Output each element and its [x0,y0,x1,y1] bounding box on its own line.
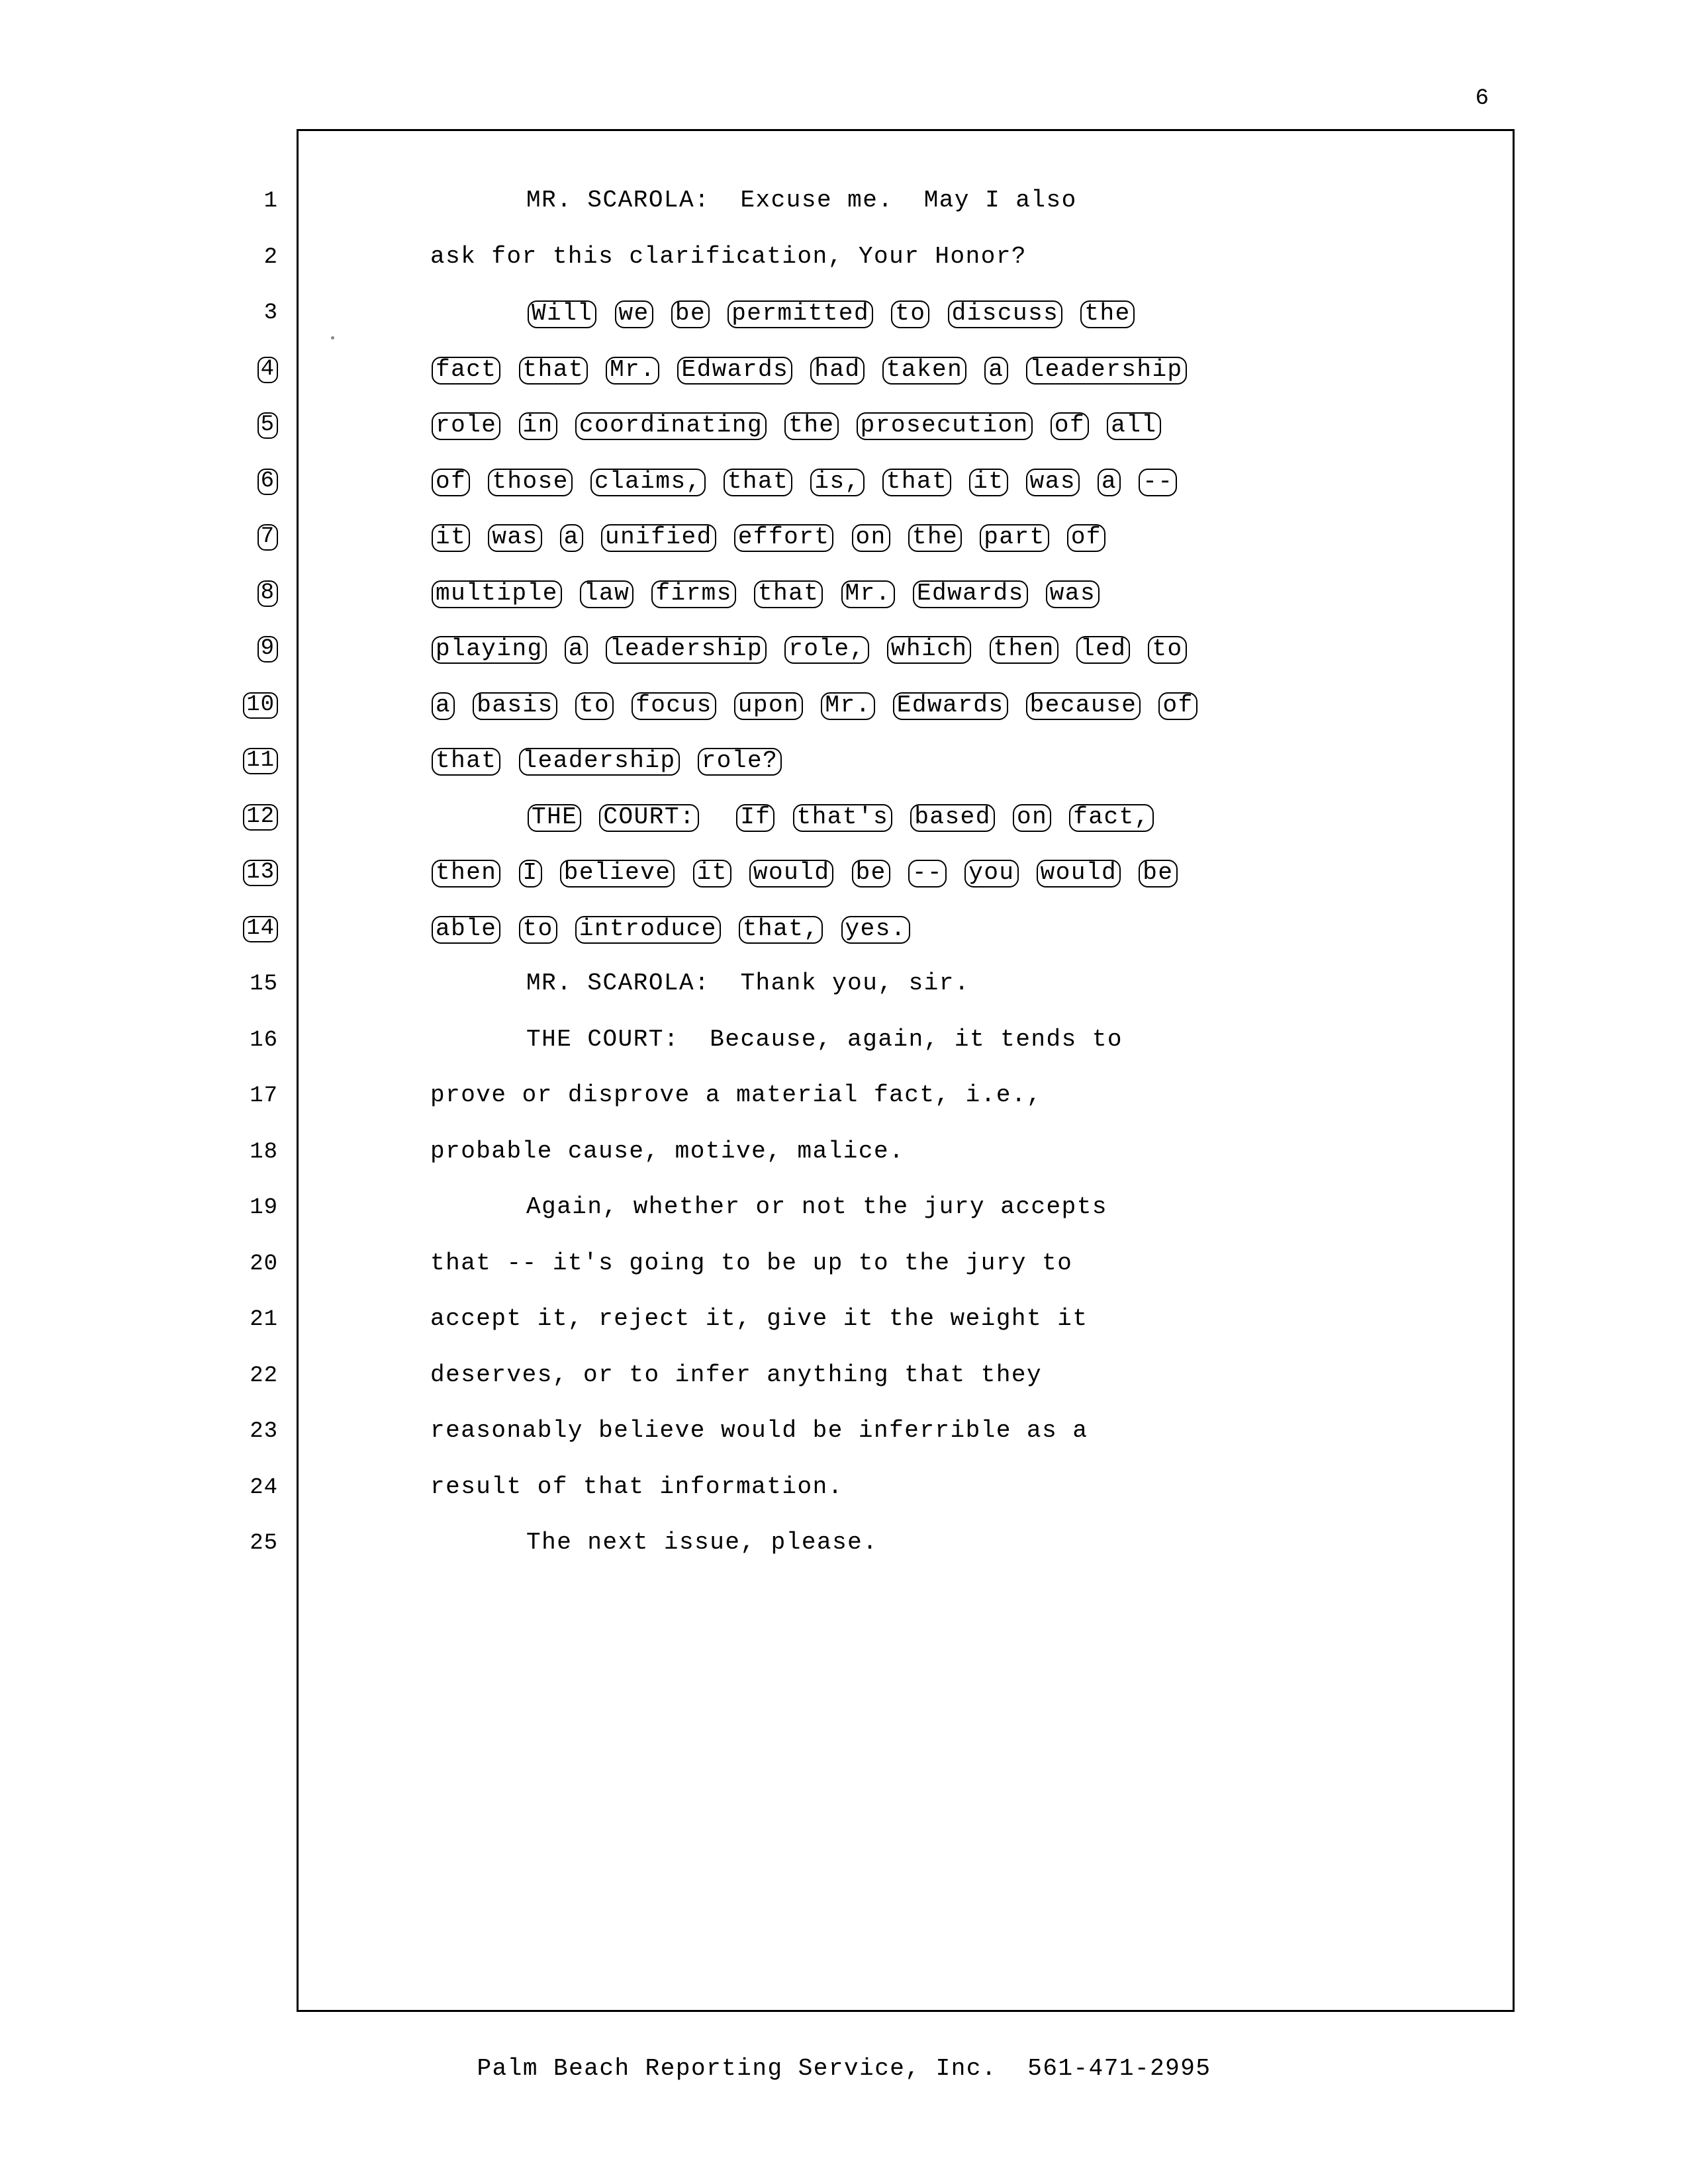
ocr-word-box: based [910,804,995,832]
line-text: THE COURT: Because, again, it tends to [526,1025,1123,1053]
line-text [430,357,1188,385]
line-text [430,469,1178,496]
ocr-word-box: leadership [1026,357,1187,385]
ocr-word-box: Will [528,300,596,328]
line-number: 6 [218,469,278,495]
ocr-word-box: that [882,469,951,496]
line-number: 20 [250,1251,278,1277]
line-text [430,692,1199,720]
line-number: 11 [218,748,278,774]
ocr-word-box: If [736,804,774,832]
line-number: 8 [218,580,278,607]
ocr-word-box: playing [432,636,547,664]
ocr-word-box: taken [882,357,967,385]
ocr-word-box: Edwards [913,580,1028,608]
line-text [430,524,1107,552]
ocr-word-box: led [1076,636,1130,664]
transcript-line [0,1531,1688,1600]
ocr-word-box: is, [810,469,864,496]
ocr-word-box: unified [601,524,716,552]
line-number: 4 [218,357,278,383]
ocr-word-box: Edwards [893,692,1008,720]
ocr-word-box: of [432,469,470,496]
ocr-word-box: a [565,636,588,664]
ocr-word-box: COURT: [599,804,699,832]
line-number: 19 [250,1195,278,1220]
line-text: ask for this clarification, Your Honor? [430,242,1027,270]
ocr-word-box: Mr. [606,357,659,385]
ocr-word-box: of [1051,412,1089,440]
ocr-word-box: yes. [841,916,910,944]
line-text: probable cause, motive, malice. [430,1137,905,1165]
ocr-word-box: prosecution [857,412,1033,440]
ocr-word-box: -- [1139,469,1177,496]
line-number: 7 [218,524,278,551]
line-text: result of that information. [430,1473,843,1500]
ocr-word-box: -- [908,860,947,887]
line-text: reasonably believe would be inferrible as a [430,1417,1088,1444]
ocr-word-box: on [1013,804,1051,832]
ocr-word-box: the [908,524,962,552]
line-text: MR. SCAROLA: Thank you, sir. [526,970,970,997]
page-footer: Palm Beach Reporting Service, Inc. 561-471-2995 [477,2055,1211,2082]
ocr-word-box: upon [734,692,803,720]
ocr-word-box: then [432,860,500,887]
line-number: 22 [250,1363,278,1388]
line-number: 5 [218,412,278,439]
ocr-word-box: would [749,860,834,887]
ocr-word-box: a [1098,469,1121,496]
ocr-word-box: the [1080,300,1134,328]
line-text [430,916,912,944]
line-number: 12 [218,804,278,831]
ocr-word-box: be [1139,860,1177,887]
ocr-word-box: firms [651,580,736,608]
line-number: 10 [218,692,278,719]
ocr-word-box: all [1107,412,1160,440]
ocr-word-box: claims, [590,469,706,496]
ocr-word-box: discuss [948,300,1063,328]
ocr-word-box: we [615,300,653,328]
ocr-word-box: a [560,524,583,552]
page-number: 6 [1475,86,1489,111]
line-number: 1 [263,189,278,214]
ocr-word-box: that [724,469,792,496]
ocr-word-box: which [887,636,972,664]
line-text [526,804,1155,832]
line-number: 17 [250,1083,278,1109]
line-number: 18 [250,1139,278,1165]
ocr-word-box: that [432,748,500,776]
ocr-word-box: in [519,412,557,440]
line-number: 15 [250,972,278,997]
ocr-word-box: to [575,692,614,720]
line-text: prove or disprove a material fact, i.e., [430,1081,1043,1109]
ocr-word-box: effort [734,524,834,552]
ocr-word-box: it [969,469,1008,496]
ocr-word-box: that [754,580,823,608]
line-number: 14 [218,916,278,942]
ocr-word-box: focus [632,692,716,720]
line-text: deserves, or to infer anything that they [430,1361,1043,1388]
ocr-word-box: you [964,860,1018,887]
ocr-word-box: Mr. [821,692,874,720]
line-number: 3 [263,300,278,326]
ocr-word-box: leadership [606,636,767,664]
line-text [430,860,1179,887]
ocr-word-box: was [488,524,541,552]
line-number: 21 [250,1307,278,1332]
ocr-word-box: fact, [1069,804,1154,832]
ocr-word-box: able [432,916,500,944]
ocr-word-box: on [852,524,890,552]
ocr-word-box: was [1046,580,1100,608]
ocr-word-box: permitted [727,300,873,328]
ocr-word-box: would [1037,860,1121,887]
ocr-word-box: role, [784,636,869,664]
ocr-word-box: then [990,636,1058,664]
line-number: 24 [250,1475,278,1500]
ocr-word-box: be [852,860,890,887]
line-number: 9 [218,636,278,662]
ocr-word-box: role? [698,748,782,776]
ocr-word-box: part [980,524,1049,552]
line-text: accept it, reject it, give it the weight it [430,1305,1088,1332]
ocr-word-box: coordinating [575,412,767,440]
ocr-word-box: that, [739,916,823,944]
ocr-word-box: Edwards [677,357,792,385]
line-number: 2 [263,244,278,270]
ocr-word-box: introduce [575,916,721,944]
line-text [430,412,1162,440]
ocr-word-box: had [810,357,864,385]
ocr-word-box: I [519,860,542,887]
ocr-word-box: to [891,300,929,328]
ocr-word-box: those [488,469,573,496]
line-text [526,300,1136,328]
ocr-word-box: law [580,580,633,608]
ocr-word-box: it [693,860,731,887]
ocr-word-box: of [1158,692,1197,720]
ocr-word-box: basis [473,692,557,720]
ocr-word-box: to [1148,636,1186,664]
ocr-word-box: a [984,357,1008,385]
line-text: Again, whether or not the jury accepts [526,1193,1107,1220]
ocr-word-box: was [1026,469,1080,496]
ocr-word-box: to [519,916,557,944]
ocr-word-box: that [519,357,588,385]
line-text [430,580,1101,608]
ocr-word-box: multiple [432,580,562,608]
line-text [430,748,783,776]
ocr-word-box: role [432,412,500,440]
ocr-word-box: believe [560,860,675,887]
ocr-word-box: of [1067,524,1105,552]
ocr-word-box: it [432,524,470,552]
line-number: 13 [218,860,278,886]
ocr-word-box: leadership [519,748,680,776]
ocr-word-box: that's [793,804,893,832]
line-text: MR. SCAROLA: Excuse me. May I also [526,187,1077,214]
ocr-word-box: because [1026,692,1141,720]
ocr-word-box: fact [432,357,500,385]
ocr-word-box: be [671,300,710,328]
ocr-word-box: a [432,692,455,720]
line-number: 16 [250,1027,278,1053]
line-text [430,636,1188,664]
line-number: 25 [250,1531,278,1556]
line-text: The next issue, please. [526,1529,878,1556]
line-text: that -- it's going to be up to the jury to [430,1249,1073,1277]
ocr-word-box: Mr. [841,580,895,608]
ocr-word-box: THE [528,804,581,832]
ocr-word-box: the [784,412,838,440]
line-number: 23 [250,1419,278,1444]
